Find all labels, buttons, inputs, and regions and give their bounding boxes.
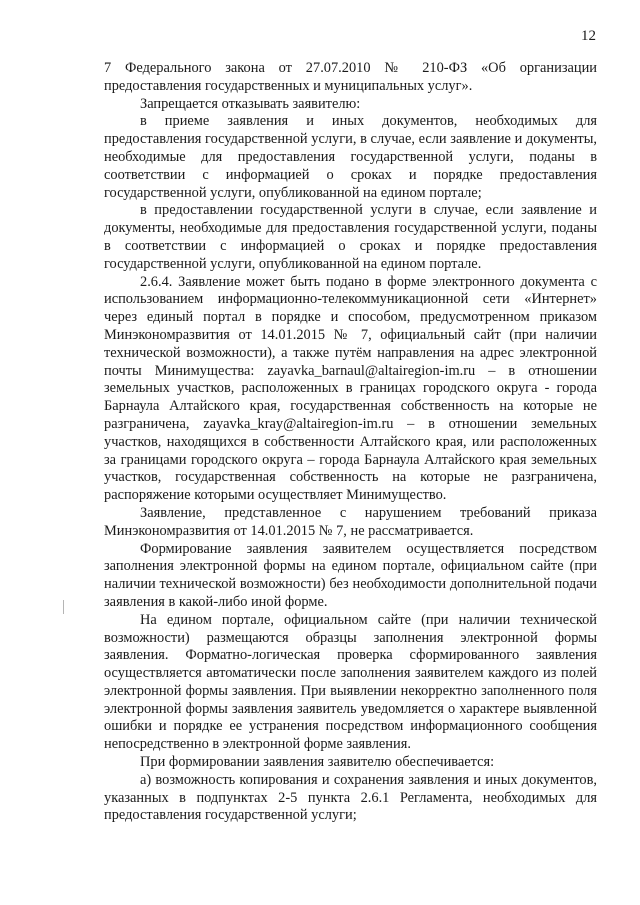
paragraph-item-a: а) возможность копирования и сохранения заявления и иных документов, указанных в подпунктах 2-5 пункта 2.6.1 Регламента, необходимых для предоставления государственной услуги; — [104, 771, 597, 824]
paragraph-form-filling: Формирование заявления заявителем осуществляется посредством заполнения электронной формы на едином портале, официальном сайте (при наличии технической возможности) без необходимости дополнительной подачи заявления в какой-либо иной форме. — [104, 540, 597, 610]
paragraph-refusal-provision: в предоставлении государственной услуги в случае, если заявление и документы, необходимые для предоставления государственной услуги, поданы в соответствии с информацией о сроках и порядке предоставления государственной услуги, опубликованной на едином портале. — [104, 202, 597, 272]
scan-margin-mark — [63, 600, 64, 614]
page-number: 12 — [581, 28, 596, 44]
paragraph-2-6-4: 2.6.4. Заявление может быть подано в форме электронного документа с использованием информационно-телекоммуникационной сети «Интернет» через единый портал в порядке и способом, предусмотренном приказом Минэкономразвития от 14.01.2015 № 7, официальный сайт (при наличии технической возможности), а также путём направления на адрес электронной почты Минимущества: zayavka_barnaul@altairegion-im.ru – в отношении земельных участков, расположенных в границах городского округа - города Барнаула Алтайского края, государственная собственность на которые не разграничена, zayavka_kray@altairegion-im.ru – в отношении земельных участков, находящихся в собственности Алтайского края, или расположенных за границами городского округа – города Барнаула Алтайского края земельных участков, государственная собственность на которые не разграничена, распоряжение которыми осуществляет Минимущество. — [104, 273, 597, 504]
paragraph-law-reference: 7 Федерального закона от 27.07.2010 № 210-ФЗ «Об организации предоставления государственных и муниципальных услуг». — [104, 60, 597, 94]
paragraph-violation: Заявление, представленное с нарушением требований приказа Минэкономразвития от 14.01.2015 № 7, не рассматривается. — [104, 504, 597, 539]
body-text — [104, 60, 597, 825]
paragraph-samples: На едином портале, официальном сайте (при наличии технической возможности) размещаются образцы заполнения электронной формы заявления. Форматно-логическая проверка сформированного заявления осуществляется автоматически после заполнения заявителем каждого из полей электронной формы заявления. При выявлении некорректно заполненного поля электронной формы заявления заявитель уведомляется о характере выявленной ошибки и порядке ее устранения посредством информационного сообщения непосредственно в электронной форме заявления. — [104, 611, 597, 753]
paragraph-refusal-prohibited: Запрещается отказывать заявителю: — [140, 95, 361, 112]
paragraph-refusal-acceptance: в приеме заявления и иных документов, необходимых для предоставления государственной услуги, в случае, если заявление и документы, необходимые для предоставления государственной услуги, поданы в соответствии с информацией о сроках и порядке предоставления государственной услуги, опубликованной на едином портале; — [104, 113, 597, 201]
paragraph-ensured: При формировании заявления заявителю обеспечивается: — [140, 754, 495, 771]
